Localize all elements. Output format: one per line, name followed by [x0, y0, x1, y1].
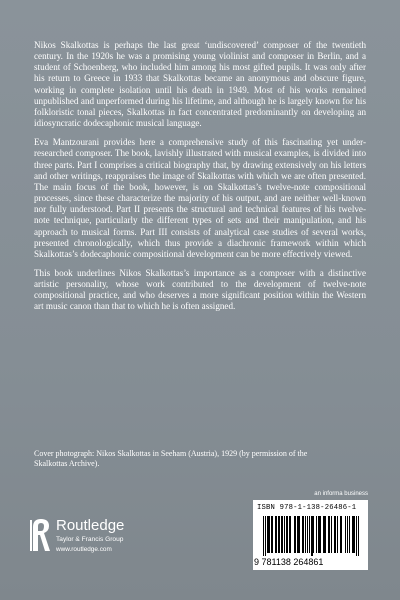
- barcode-bar: [263, 516, 264, 556]
- barcode-bar: [318, 516, 319, 553]
- barcode-bar: [334, 516, 335, 553]
- barcode-bar: [328, 516, 329, 553]
- barcode-bar: [309, 516, 310, 553]
- barcode-bar: [354, 516, 355, 553]
- barcode-box: [253, 500, 368, 570]
- publisher-name: Routledge: [56, 517, 125, 534]
- barcode-bar: [324, 516, 325, 553]
- barcode-bar: [320, 516, 321, 553]
- barcode-bar: [278, 516, 279, 553]
- barcode-bar: [294, 516, 295, 553]
- cover-photo-caption: Cover photograph: Nikos Skalkottas in Seeham (Austria), 1929 (by permission of the Skalkottas Archive).: [34, 449, 308, 468]
- barcode-bar: [295, 516, 296, 553]
- publisher-group: Taylor & Francis Group: [56, 536, 124, 543]
- barcode-bar: [325, 516, 326, 553]
- barcode-bar: [323, 516, 324, 553]
- barcode-bar: [276, 516, 277, 553]
- barcode-bar: [329, 516, 330, 553]
- barcode-bar: [331, 516, 332, 553]
- barcode-digits: 9 781138 264861: [254, 557, 324, 567]
- blurb-paragraph-1: Nikos Skalkottas is perhaps the last great ‘undiscovered’ composer of the twentieth century. In the 1920s he was a promising young violinist and composer in Berlin, and a student of Schoenberg, who included him among his most gifted pupils. It was only after his return to Greece in 1933 that Skalkottas became an anonymous and obscure figure, working in complete isolation until his death in 1949. Most of his works remained unpublished and unperformed during his lifetime, and although he is largely known for his folkloristic tonal pieces, Skalkottas in fact concentrated predominantly on developing an idiosyncratic dodecaphonic musical language.: [34, 40, 366, 129]
- barcode-bar: [305, 516, 306, 553]
- barcode-bar: [341, 516, 342, 553]
- informa-tagline: an informa business: [314, 491, 368, 497]
- barcode-bar: [279, 516, 280, 553]
- barcode-bar: [268, 516, 269, 553]
- barcode-bar: [297, 516, 298, 553]
- barcode-bar: [265, 516, 266, 556]
- barcode-bar: [290, 516, 291, 553]
- publisher-logo: [30, 517, 180, 567]
- barcode-bar: [312, 516, 313, 556]
- barcode-bars: [263, 516, 359, 556]
- barcode-bar: [303, 516, 304, 553]
- barcode-bar: [356, 516, 357, 556]
- barcode-bar: [353, 516, 354, 553]
- blurb-paragraph-3: This book underlines Nikos Skalkottas’s importance as a composer with a distinctive artistic personality, whose work contributed to the development of twelve-note compositional practice, and who deserves a more significant position within the Western art music canon than that to which he is often assigned.: [34, 267, 366, 312]
- barcode-bar: [340, 516, 341, 553]
- barcode-bar: [311, 516, 312, 556]
- barcode-bar: [275, 516, 276, 553]
- barcode-bar: [272, 516, 273, 553]
- publisher-url: www.routledge.com: [56, 546, 112, 553]
- barcode-bar: [319, 516, 320, 553]
- barcode-bar: [267, 516, 268, 553]
- barcode-bar: [284, 516, 285, 553]
- isbn-number: ISBN 978-1-138-26486-1: [257, 504, 357, 512]
- blurb: [34, 40, 366, 321]
- barcode-bar: [335, 516, 336, 553]
- barcode-bar: [289, 516, 290, 553]
- barcode-bar: [282, 516, 283, 553]
- routledge-logo-icon: [30, 517, 52, 553]
- barcode-bar: [299, 516, 300, 553]
- barcode-bar: [349, 516, 350, 553]
- barcode-bar: [313, 516, 314, 553]
- barcode-bar: [298, 516, 299, 553]
- barcode-bar: [358, 516, 359, 556]
- barcode-bar: [316, 516, 317, 553]
- barcode-bar: [347, 516, 348, 553]
- barcode-bar: [337, 516, 338, 553]
- barcode-bar: [271, 516, 272, 553]
- barcode-bar: [352, 516, 353, 553]
- blurb-paragraph-2: Eva Mantzourani provides here a comprehensive study of this fascinating yet under-researched composer. The book, lavishly illustrated with musical examples, is divided into three parts. Part I comprises a critical biography that, by drawing extensively on his letters and other writings, reappraises the image of Skalkottas with which we are often presented. The main focus of the book, however, is on Skalkottas’s twelve-note compositional processes, since these characterize the majority of his output, and are neither well-known nor fully understood. Part II presents the structural and technical features of his twelve-note technique, particularly the different types of sets and their manipulation, and his approach to musical forms. Part III consists of analytical case studies of several works, presented chronologically, which thus provide a diachronic framework within which Skalkottas’s dodecaphonic compositional development can be more effectively viewed.: [34, 137, 366, 259]
- barcode-bar: [302, 516, 303, 553]
- barcode-bar: [287, 516, 288, 553]
- barcode-bar: [269, 516, 270, 553]
- barcode-bar: [281, 516, 282, 553]
- barcode-bar: [307, 516, 308, 553]
- barcode-bar: [345, 516, 346, 553]
- barcode-bar: [286, 516, 287, 553]
